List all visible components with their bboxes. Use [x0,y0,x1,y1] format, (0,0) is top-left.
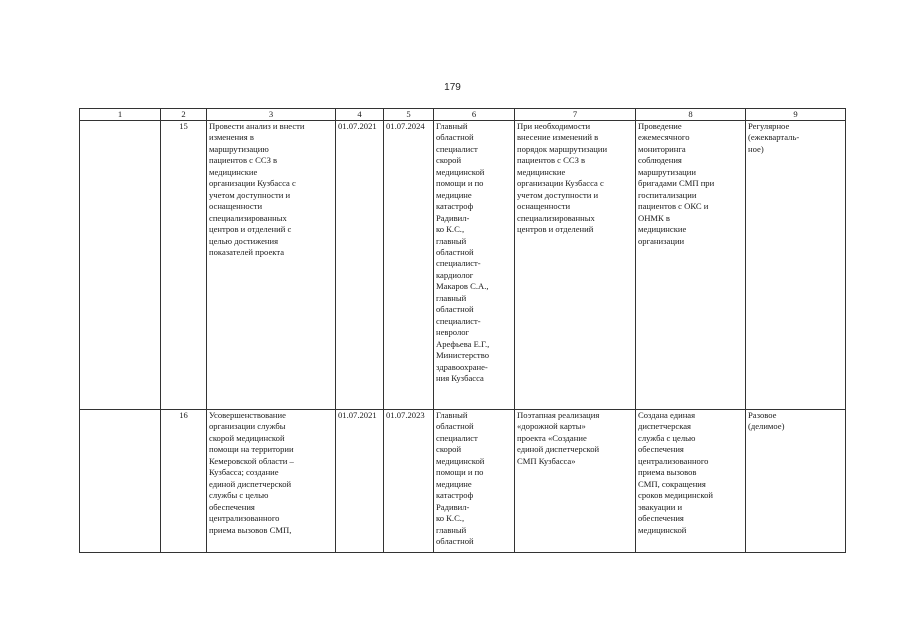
row-number-cell: 16 [161,410,207,553]
type-cell [746,410,846,553]
measure-text: Провести анализ и внести изменения в маршрутизацию пациентов с ССЗ в медицинские организации Кузбасса с учетом доступности и оснащенности специализированных центров и отделений с целью достижения показателей проекта [209,121,305,257]
row-group-cell [80,121,161,410]
result-cell [515,410,636,553]
responsible-cell [434,410,515,553]
measure-cell [207,410,336,553]
start-date-cell: 01.07.2021 [336,410,384,553]
column-number: 2 [161,109,207,121]
column-number: 8 [636,109,746,121]
start-date-cell: 01.07.2021 [336,121,384,410]
type-text: Разовое (делимое) [748,410,785,432]
indicator-cell [636,410,746,553]
type-cell [746,121,846,410]
responsible-text: Главный областной специалист скорой медицинской помощи и по медицине катастроф Радивил- ко К.С., главный областной [436,410,485,546]
column-number: 7 [515,109,636,121]
result-text: При необходимости внесение изменений в порядок маршрутизации пациентов с ССЗ в медицинские организации Кузбасса с учетом доступности и оснащенности специализированных центров и отделений [517,121,608,235]
row-group-cell [80,410,161,553]
result-text: Поэтапная реализация «дорожной карты» проекта «Создание единой диспетчерской СМП Кузбасса» [517,410,600,466]
end-date-cell: 01.07.2024 [384,121,434,410]
column-number: 1 [80,109,161,121]
action-plan-table [79,108,846,553]
column-number: 9 [746,109,846,121]
column-number-row [80,109,846,121]
measure-cell [207,121,336,410]
table-row [80,121,846,410]
measure-text: Усовершенствование организации службы скорой медицинской помощи на территории Кемеровской области – Кузбасса; создание единой диспетчерской службы с целью обеспечения централизованного приема вызовов СМП, [209,410,294,535]
indicator-cell [636,121,746,410]
indicator-text: Проведение ежемесячного мониторинга соблюдения маршрутизации бригадами СМП при госпитализации пациентов с ОКС и ОНМК в медицинские организации [638,121,715,246]
end-date-cell: 01.07.2023 [384,410,434,553]
column-number: 4 [336,109,384,121]
responsible-cell [434,121,515,410]
indicator-text: Создана единая диспетчерская служба с целью обеспечения централизованного приема вызовов СМП, сокращения сроков медицинской эвакуации и обеспечения медицинской [638,410,714,535]
table-row [80,410,846,553]
column-number: 6 [434,109,515,121]
column-number: 5 [384,109,434,121]
responsible-text: Главный областной специалист скорой медицинской помощи и по медицине катастроф Радивил- ко К.С., главный областной специалист- кардиолог Макаров С.А., главный областной специалист- невролог Арефьева Е.Г., Министерство здравоохране- ния Кузбасса [436,121,490,383]
result-cell [515,121,636,410]
column-number: 3 [207,109,336,121]
page-number: 179 [444,82,461,93]
row-number-cell: 15 [161,121,207,410]
type-text: Регулярное (ежекварталь- ное) [748,121,800,154]
